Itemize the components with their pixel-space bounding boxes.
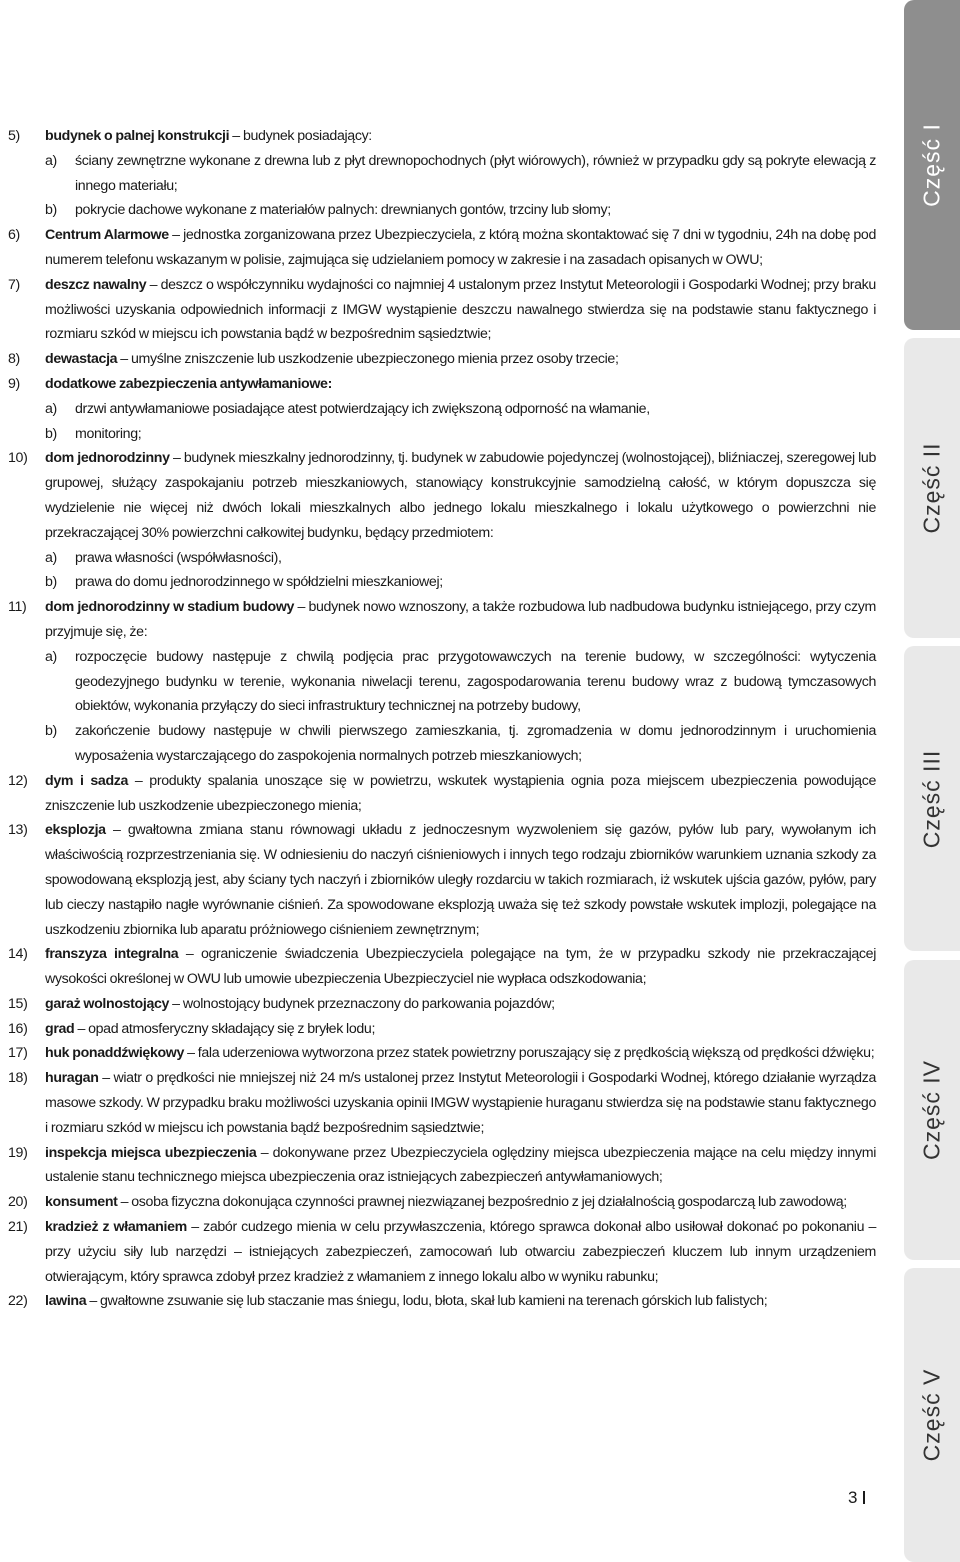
entry-number: 7) — [8, 276, 20, 293]
entry-text: gwałtowne zsuwanie się lub staczanie mas śniegu, lodu, błota, skał lub kamieni na terenach górskich lub falistych; — [100, 1293, 768, 1310]
entry-number: 11) — [8, 599, 27, 616]
entry-separator: – — [169, 995, 183, 1012]
sub-text: pokrycie dachowe wykonane z materiałów palnych: drewnianych gontów, trzciny lub słomy; — [75, 202, 611, 219]
entry-term: dewastacja — [45, 351, 118, 368]
entry-number: 18) — [8, 1070, 28, 1087]
definition-entry — [8, 992, 876, 1017]
tab-label: Część I — [918, 123, 945, 207]
definition-entry — [8, 1017, 876, 1042]
entry-text: umyślne zniszczenie lub uszkodzenie ubezpieczonego mienia przez osoby trzecie; — [130, 351, 619, 368]
entry-term: garaż wolnostojący — [45, 995, 170, 1012]
entry-text: budynek mieszkalny jednorodzinny, tj. budynek w zabudowie pojedynczej (wolnostojącej), bliźniaczej, szeregowej lub grupowej, służący zaspokajaniu potrzeb mieszkaniowych, stanowiący konstrukcyjnie samodzielną całość, w którym dopuszcza się wydzielenie nie więcej niż dwóch lokali mieszkalnych albo jednego lokalu mieszkalnego i lokalu użytkowego o powierzchni nie przekraczającej 30% powierzchni całkowitej budynku, będący przedmiotem: — [45, 450, 876, 541]
sub-text: monitoring; — [75, 425, 142, 442]
entry-separator: – — [86, 1293, 101, 1310]
entry-text: wiatr o prędkości nie mniejszej niż 24 m/s ustalonej przez Instytut Meteorologii i Gospodarki Wodnej, którego działanie wyrządza masowe szkody. W przypadku braku możliwości uzyskania opinii IMGW wystąpienie huraganu stwierdza się na podstawie stanu faktycznego i rozmiaru szkód w miejscu ich powstania bądź bezpośrednim sąsiedztwie; — [45, 1070, 876, 1136]
sub-item — [45, 645, 876, 719]
page-number-bar — [863, 1491, 865, 1504]
entry-term: kradzież z włamaniem — [45, 1219, 187, 1236]
definition-entry — [8, 1289, 876, 1314]
definition-entry — [8, 1066, 876, 1140]
definition-entry — [8, 446, 876, 595]
definition-entry — [8, 124, 876, 223]
entry-text: gwałtowna zmiana stanu równowagi układu z jednoczesnym wyzwoleniem się gazów, pyłów lub pary, wywołanym ich właściwością rozprzestrzeniania się. W odniesieniu do naczyń ciśnieniowych i innych tego rodzaju zbiorników warunkiem uznania szkody za spowodowaną eksplozją jest, aby ściany tych naczyń i zbiorników uległy rozdarciu w takich rozmiarach, iż wskutek ujścia gazów, pyłów, pary lub cieczy nastąpiło nagłe wyrównanie ciśnień. Za spowodowane eksplozją uważa się też szkody powstałe wskutek implozji, polegające na uszkodzeniu zbiornika lub aparatu próżniowego ciśnieniem zewnętrznym; — [45, 822, 876, 938]
sub-text: ściany zewnętrzne wykonane z drewna lub z płyt drewnopochodnych (płyt wiórowych), również w przypadku gdy są pokryte elewacją z innego materiału; — [75, 152, 876, 194]
entry-text: dokonywane przez Ubezpieczyciela oględziny miejsca ubezpieczenia mające na celu między innymi ustalenie stanu technicznego miejsca ubezpieczenia oraz istniejących zabezpieczeń antywłamaniowych; — [45, 1144, 876, 1186]
entry-text: fala uderzeniowa wytworzona przez statek powietrzny poruszający się z prędkością większą od prędkości dźwięku; — [197, 1045, 875, 1062]
definition-entry — [8, 347, 876, 372]
entry-text: budynek nowo wznoszony, a także rozbudowa lub nadbudowa budynku istniejącego, przy czym przyjmuje się, że: — [45, 599, 876, 640]
sub-item — [45, 570, 876, 595]
page-number — [848, 1488, 865, 1508]
sub-letter: b) — [45, 425, 57, 442]
definitions-list — [8, 124, 876, 1314]
sub-text: prawa do domu jednorodzinnego w spółdzielni mieszkaniowej; — [75, 574, 443, 591]
page-number-value: 3 — [848, 1488, 858, 1507]
entry-separator: – — [74, 1020, 89, 1037]
tab-label: Część III — [918, 749, 945, 848]
entry-text: jednostka zorganizowana przez Ubezpieczyciela, z którą można skontaktować się 7 dni w tygodniu, 24h na dobę pod numerem telefonu wskazanym w polisie, zajmująca się udzielaniem pomocy w zakresie i na zasadach opisanych w OWU; — [45, 227, 876, 268]
entry-term: huragan — [45, 1070, 99, 1087]
entry-separator: – — [229, 128, 243, 144]
entry-separator: – — [117, 1194, 132, 1211]
entry-number: 20) — [8, 1194, 28, 1211]
entry-separator: – — [178, 946, 201, 963]
definition-entry — [8, 942, 876, 992]
entry-term: huk ponaddźwiękowy — [45, 1045, 185, 1062]
entry-number: 16) — [8, 1020, 28, 1037]
tab-czesc-2[interactable] — [904, 338, 960, 638]
sub-letter: a) — [45, 152, 57, 169]
entry-term: inspekcja miejsca ubezpieczenia — [45, 1144, 257, 1161]
entry-number: 10) — [8, 450, 28, 467]
entry-separator: – — [168, 227, 184, 244]
entry-term: dodatkowe zabezpieczenia antywłamaniowe: — [45, 375, 332, 392]
entry-separator: – — [256, 1144, 273, 1161]
entry-number: 21) — [8, 1219, 28, 1236]
entry-term: konsument — [45, 1194, 118, 1211]
entry-number: 14) — [8, 946, 28, 963]
sub-letter: b) — [45, 202, 57, 219]
entry-separator: – — [184, 1045, 198, 1062]
sub-text: prawa własności (współwłasności), — [75, 549, 282, 566]
definition-entry — [8, 1215, 876, 1289]
entry-text: deszcz o współczynniku wydajności co najmniej 4 ustalonym przez Instytut Meteorologii i Gospodarki Wodnej; przy braku możliwości uzyskania odpowiednich informacji z IMGW wystąpienie deszczu nawalnego stwierdza się na podstawie stanu faktycznego i rozmiaru szkód w miejscu ich powstania bądź w bezpośrednim sąsiedztwie; — [45, 276, 876, 343]
entry-text: budynek posiadający: — [242, 128, 372, 144]
entry-number: 19) — [8, 1144, 28, 1161]
entry-number: 13) — [8, 822, 28, 839]
sub-text: rozpoczęcie budowy następuje z chwilą podjęcia prac przygotowawczych na terenie budowy, w szczególności: wytyczenia geodezyjnego budynku w terenie, wykonania niwelacji terenu, zagospodarowania terenu budowy wraz z budową tymczasowych obiektów, wykonania przyłączy do sieci infrastruktury technicznej na potrzeby budowy, — [75, 648, 876, 715]
sub-letter: a) — [45, 549, 57, 566]
sub-text: drzwi antywłamaniowe posiadające atest potwierdzający ich zwiększoną odporność na włamanie, — [75, 400, 650, 417]
sub-letter: b) — [45, 723, 57, 740]
entry-number: 12) — [8, 772, 28, 789]
tab-label: Część II — [918, 442, 945, 534]
tab-label: Część V — [918, 1368, 945, 1462]
entry-text: zabór cudzego mienia w celu przywłaszczenia, którego sprawca dokonał albo usiłował dokonać po pokonaniu – przy użyciu siły lub narzędzi – istniejących zabezpieczeń, zamocowań lub otwarciu zabezpieczeń kluczem lub innym urządzeniem otwierającym, który sprawca zdobył przez kradzież z włamaniem z innego lokalu albo w wyniku rabunku; — [45, 1219, 876, 1285]
entry-term: dym i sadza — [45, 772, 129, 789]
sub-item — [45, 397, 876, 422]
entry-term: deszcz nawalny — [45, 276, 147, 293]
entry-number: 15) — [8, 995, 28, 1012]
entry-number: 6) — [8, 227, 20, 244]
entry-number: 5) — [8, 128, 20, 144]
tab-czesc-1[interactable] — [904, 0, 960, 330]
tab-czesc-4[interactable] — [904, 960, 960, 1260]
definition-entry — [8, 595, 876, 769]
definition-entry — [8, 223, 876, 273]
entry-separator: – — [117, 351, 131, 368]
entry-text: produkty spalania unoszące się w powietrzu, wskutek wystąpienia ognia poza miejscem ubezpieczenia powodujące zniszczenie lub uszkodzenie ubezpieczonego mienia; — [45, 772, 876, 814]
tab-czesc-3[interactable] — [904, 646, 960, 951]
section-sidebar — [904, 0, 960, 1562]
sub-letter: a) — [45, 648, 57, 665]
sub-item — [45, 198, 876, 223]
entry-text: osoba fizyczna dokonująca czynności prawnej niezwiązanej bezpośrednio z jej działalnością gospodarczą lub zawodową; — [131, 1194, 847, 1211]
entry-separator: – — [105, 822, 128, 839]
entry-separator: – — [146, 276, 161, 293]
entry-separator: – — [186, 1219, 204, 1236]
sub-item — [45, 546, 876, 571]
entry-number: 9) — [8, 375, 20, 392]
entry-separator: – — [169, 450, 184, 467]
entry-number: 17) — [8, 1045, 28, 1062]
definition-entry — [8, 1141, 876, 1191]
definition-entry — [8, 1190, 876, 1215]
tab-czesc-5[interactable] — [904, 1268, 960, 1562]
sub-item — [45, 422, 876, 447]
definition-entry — [8, 769, 876, 819]
sub-letter: a) — [45, 400, 57, 417]
sub-item — [45, 719, 876, 769]
definition-entry — [8, 372, 876, 446]
entry-term: dom jednorodzinny w stadium budowy — [45, 599, 295, 616]
entry-term: eksplozja — [45, 822, 106, 839]
definition-entry — [8, 818, 876, 942]
entry-separator: – — [294, 599, 309, 616]
entry-term: budynek o palnej konstrukcji — [45, 128, 230, 144]
entry-separator: – — [98, 1070, 114, 1087]
entry-term: grad — [45, 1020, 75, 1037]
entry-separator: – — [128, 772, 150, 789]
entry-term: franszyza integralna — [45, 946, 179, 963]
entry-text: wolnostojący budynek przeznaczony do parkowania pojazdów; — [182, 995, 555, 1012]
entry-term: dom jednorodzinny — [45, 450, 170, 467]
sub-item — [45, 149, 876, 199]
entry-term: lawina — [45, 1293, 87, 1310]
entry-number: 22) — [8, 1293, 28, 1310]
entry-text: ograniczenie świadczenia Ubezpieczyciela polegające na tym, że w przypadku szkody nie przekraczającej wysokości określonej w OWU lub umowie ubezpieczenia Ubezpieczyciel nie wypłaca odszkodowania; — [45, 946, 876, 988]
sub-letter: b) — [45, 574, 57, 591]
entry-number: 8) — [8, 351, 20, 368]
tab-label: Część IV — [918, 1059, 945, 1161]
entry-term: Centrum Alarmowe — [45, 227, 169, 244]
sub-text: zakończenie budowy następuje w chwili pierwszego zamieszkania, tj. zgromadzenia w domu jednorodzinnym i uruchomienia wyposażenia wystarczającego do zaspokojenia normalnych potrzeb mieszkaniowych; — [75, 723, 876, 764]
definition-entry — [8, 273, 876, 347]
entry-text: opad atmosferyczny składający się z bryłek lodu; — [88, 1020, 376, 1037]
definition-entry — [8, 1041, 876, 1066]
